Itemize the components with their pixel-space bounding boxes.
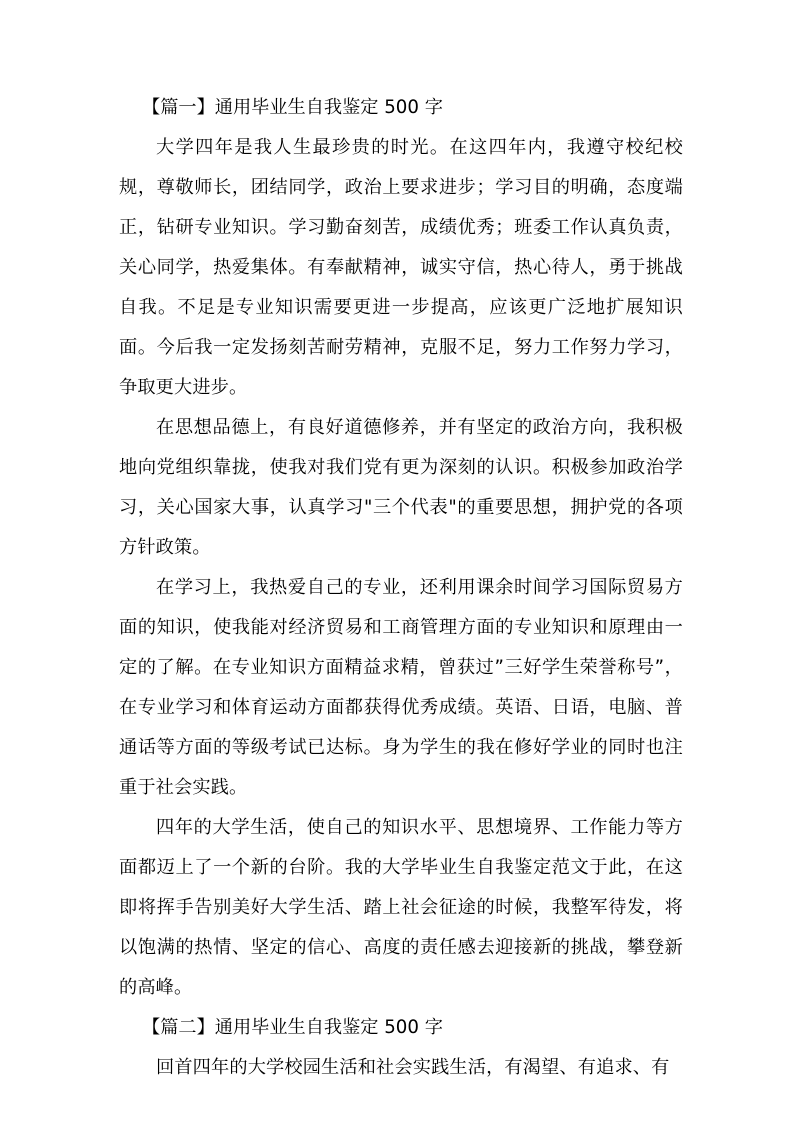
paragraph-4: 四年的大学生活，使自己的知识水平、思想境界、工作能力等方面都迈上了一个新的台阶。我的大学毕业生自我鉴定范文于此，在这即将挥手告别美好大学生活、踏上社会征途的时候，我整军待发，将以饱满的热情、坚定的信心、高度的责任感去迎接新的挑战，攀登新的高峰。 (119, 817, 683, 998)
paragraph-3: 在学习上，我热爱自己的专业，还利用课余时间学习国际贸易方面的知识，使我能对经济贸易和工商管理方面的专业知识和原理由一定的了解。在专业知识方面精益求精，曾获过”三好学生荣誉称号”，在专业学习和体育运动方面都获得优秀成绩。英语、日语，电脑、普通话等方面的等级考试已达标。身为学生的我在修好学业的同时也注重于社会实践。 (119, 577, 683, 798)
paragraph-5: 回首四年的大学校园生活和社会实践生活，有渴望、有追求、有 (156, 1057, 670, 1078)
document-body (119, 88, 683, 1088)
paragraph-1: 大学四年是我人生最珍贵的时光。在这四年内，我遵守校纪校规，尊敬师长，团结同学，政治上要求进步；学习目的明确，态度端正，钻研专业知识。学习勤奋刻苦，成绩优秀；班委工作认真负责，关心同学，热爱集体。有奉献精神，诚实守信，热心待人，勇于挑战自我。不足是专业知识需要更进一步提高，应该更广泛地扩展知识面。今后我一定发扬刻苦耐劳精神，克服不足，努力工作努力学习，争取更大进步。 (119, 137, 683, 398)
section-heading-2: 【篇二】通用毕业生自我鉴定 500 字 (142, 1017, 443, 1038)
paragraph-2: 在思想品德上，有良好道德修养，并有坚定的政治方向，我积极地向党组织靠拢，使我对我们党有更为深刻的认识。积极参加政治学习，关心国家大事，认真学习"三个代表"的重要思想，拥护党的各项方针政策。 (119, 417, 683, 558)
section-heading-1: 【篇一】通用毕业生自我鉴定 500 字 (142, 97, 443, 118)
